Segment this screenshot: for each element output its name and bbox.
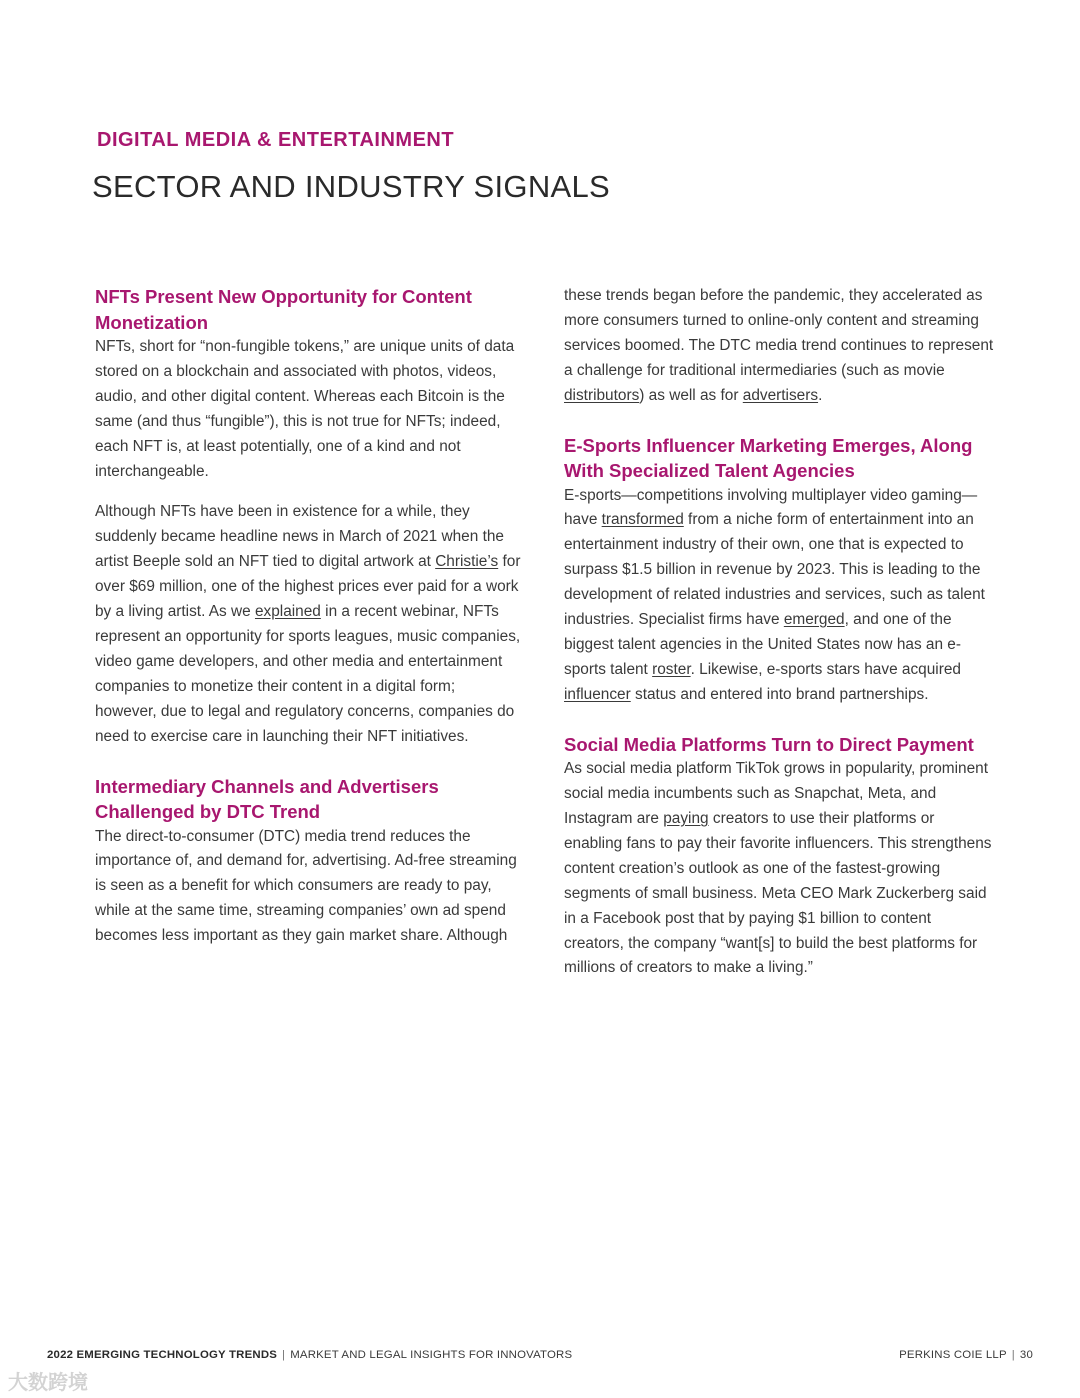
page-number: 30 — [1019, 1349, 1033, 1361]
nft-paragraph-2: Although NFTs have been in existence for a while, they suddenly became headline news in March of 2021 when the artist Beeple sold an NFT tied to digital artwork at Christie’s for over $69 million, one of the highest prices ever paid for a work by a living artist. As we explained in a recent webinar, NFTs represent an opportunity for sports leagues, music companies, video game developers, and other media and entertainment companies to monetize their content in a digital form; however, due to legal and regulatory concerns, companies do need to exercise care in launching their NFT initiatives. — [95, 503, 521, 745]
footer-separator: | — [282, 1349, 286, 1361]
dtc-paragraph-continued: these trends began before the pandemic, they accelerated as more consumers turned to online-only content and streaming services boomed. The DTC media trend continues to represent a challenge for traditional intermediaries (such as movie distributors) as well as for advertisers. — [564, 287, 994, 404]
left-column — [95, 284, 521, 949]
footer-right — [899, 1349, 1033, 1361]
paying-link[interactable]: paying — [663, 810, 709, 827]
influencer-link[interactable]: influencer — [564, 685, 631, 703]
transformed-link[interactable]: transformed — [601, 511, 684, 529]
section-kicker: DIGITAL MEDIA & ENTERTAINMENT — [97, 129, 455, 151]
page-title: SECTOR AND INDUSTRY SIGNALS — [92, 169, 611, 204]
nft-paragraph-1: NFTs, short for “non-fungible tokens,” are unique units of data stored on a blockchain and associated with photos, videos, audio, and other digital content. Whereas each Bitcoin is the same (and thus “fungible”), this is not true for NFTs; indeed, each NFT is, at least potentially, one of a kind and not interchangeable. — [95, 338, 515, 480]
roster-link[interactable]: roster — [652, 660, 691, 678]
footer-subtitle: MARKET AND LEGAL INSIGHTS FOR INNOVATORS — [290, 1349, 573, 1361]
social-paragraph: As social media platform TikTok grows in popularity, prominent social media incumbents such as Snapchat, Meta, and Instagram are paying creators to use their platforms or enabling fans to pay their favorite influencers. This strengthens content creation’s outlook as one of the fastest-growing segments of small business. Meta CEO Mark Zuckerberg said in a Facebook post that by paying $1 billion to content creators, the company “want[s] to build the best platforms for millions of creators to make a living.” — [564, 760, 992, 977]
emerged-link[interactable]: emerged — [783, 611, 845, 629]
footer-firm: PERKINS COIE LLP — [899, 1349, 1007, 1361]
advertisers-link[interactable]: advertisers — [742, 386, 819, 404]
right-column — [564, 284, 994, 981]
christies-link[interactable]: Christie’s — [435, 553, 499, 571]
social-heading: Social Media Platforms Turn to Direct Payment — [564, 733, 974, 755]
footer-separator-right: | — [1011, 1349, 1015, 1361]
nft-heading: NFTs Present New Opportunity for Content Monetization — [95, 286, 472, 333]
esports-heading: E-Sports Influencer Marketing Emerges, Along With Specialized Talent Agencies — [564, 434, 973, 482]
footer-left — [47, 1349, 572, 1361]
footer-report-title: 2022 EMERGING TECHNOLOGY TRENDS — [47, 1349, 278, 1361]
esports-paragraph: E-sports—competitions involving multiplayer video gaming—have transformed from a niche form of entertainment into an entertainment industry of their own, one that is expected to surpass $1.5 billion in revenue by 2023. This is leading to the development of related industries and services, such as talent industries. Specialist firms have emerged, and one of the biggest talent agencies in the United States now has an e-sports talent roster. Likewise, e-sports stars have acquired influencer status and entered into brand partnerships. — [564, 486, 985, 703]
explained-link[interactable]: explained — [254, 603, 321, 621]
dtc-heading: Intermediary Channels and Advertisers Challenged by DTC Trend — [95, 775, 439, 822]
watermark-logo: 大数跨境 — [8, 1372, 88, 1394]
distributors-link[interactable]: distributors — [564, 386, 640, 404]
dtc-paragraph: The direct-to-consumer (DTC) media trend reduces the importance of, and demand for, advertising. Ad-free streaming is seen as a benefit for which consumers are ready to pay, while at the same time, streaming companies’ own ad spend becomes less important as they gain market share. Although — [95, 827, 517, 945]
